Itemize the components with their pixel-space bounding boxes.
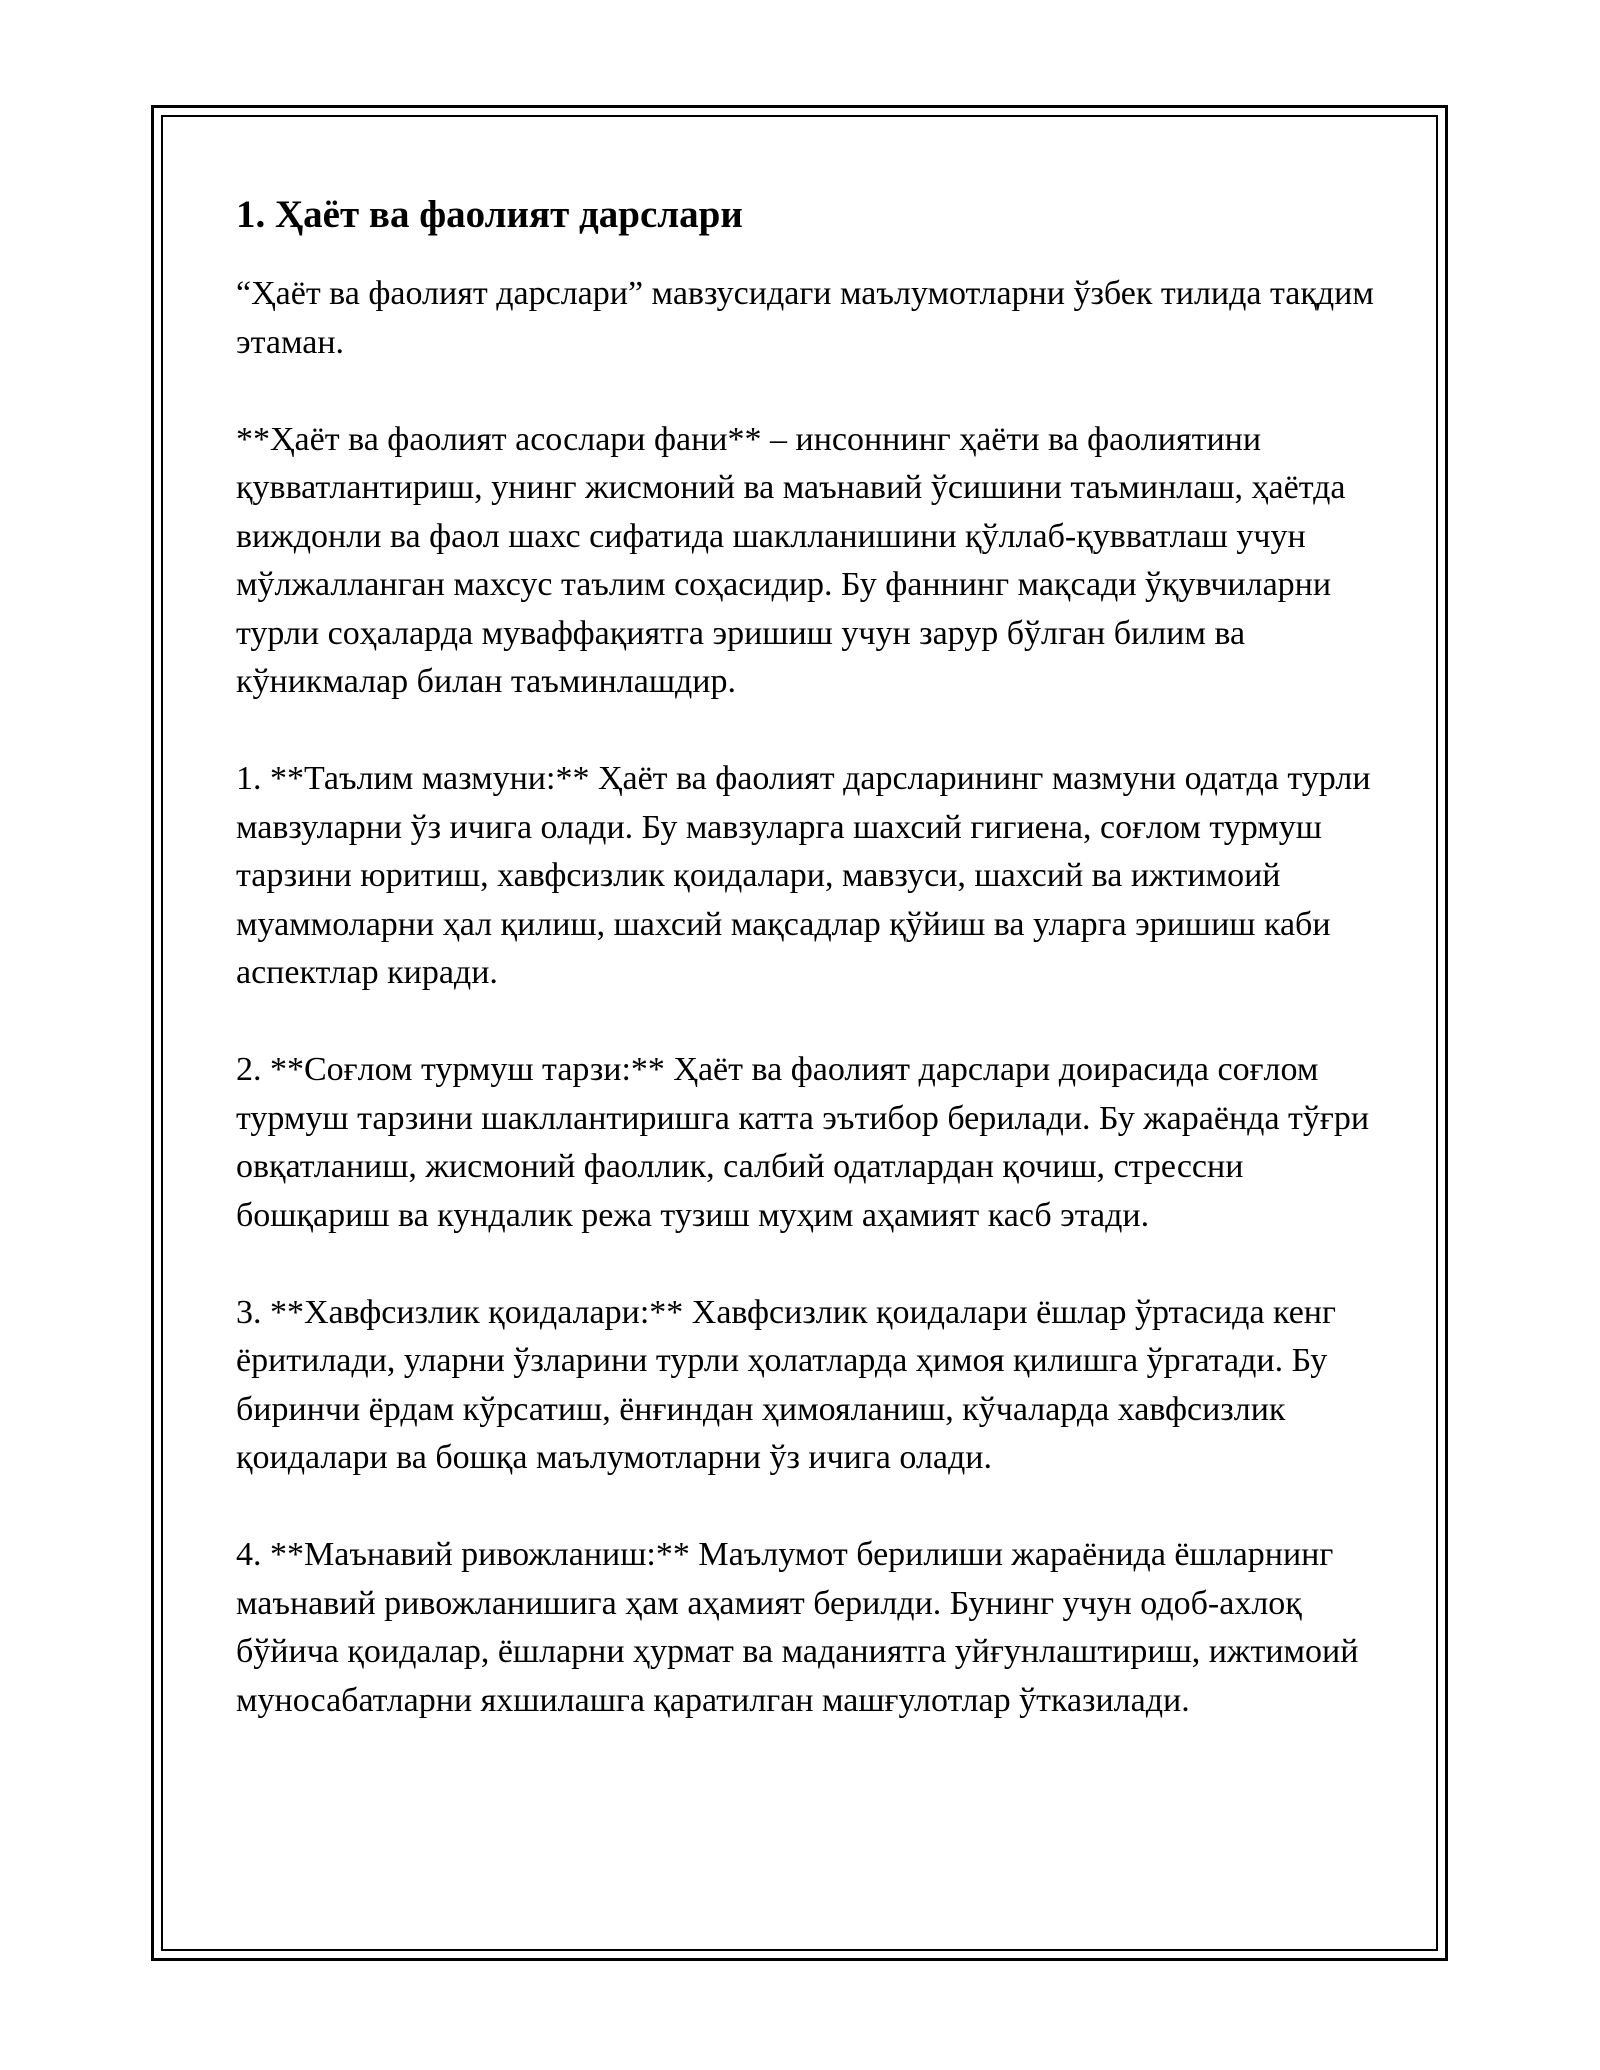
list-item-safety-rules: 3. **Хавфсизлик қоидалари:** Хавфсизлик қоидалари ёшлар ўртасида кенг ёритилади, уларни ўзларини турли ҳолатларда ҳимоя қилишга ўргатади. Бу биринчи ёрдам кўрсатиш, ёнғиндан ҳимояланиш, кўчаларда хавфсизлик қоидалари ва бошқа маълумотларни ўз ичига олади. [236,1293,1336,1476]
list-item-healthy-lifestyle: 2. **Соғлом турмуш тарзи:** Ҳаёт ва фаолият дарслари доирасида соғлом турмуш тарзини шакллантиришга катта эътибор берилади. Бу жараёнда тўғри овқатланиш, жисмоний фаоллик, салбий одатлардан қочиш, стрессни бошқариш ва кундалик режа тузиш муҳим аҳамият касб этади. [236,1051,1370,1234]
intro-paragraph: “Ҳаёт ва фаолият дарслари” мавзусидаги маълумотларни ўзбек тилида тақдим этаман. [236,275,1374,361]
definition-paragraph: **Ҳаёт ва фаолият асослари фани** – инсоннинг ҳаёти ва фаолиятини қувватлантириш, унинг жисмоний ва маънавий ўсишини таъминлаш, ҳаётда виждонли ва фаол шахс сифатида шаклланишини қўллаб-қувватлаш учун мўлжалланган махсус таълим соҳасидир. Бу фаннинг мақсади ўқувчиларни турли соҳаларда муваффақиятга эришиш учун зарур бўлган билим ва кўникмалар билан таъминлашдир. [236,420,1346,700]
document-body [236,190,1376,1774]
list-item-education-content: 1. **Таълим мазмуни:** Ҳаёт ва фаолият дарсларининг мазмуни одатда турли мавзуларни ўз ичига олади. Бу мавзуларга шахсий гигиена, соғлом турмуш тарзини юритиш, хавфсизлик қоидалари, мавзуси, шахсий ва ижтимоий муаммоларни ҳал қилиш, шахсий мақсадлар қўйиш ва уларга эришиш каби аспектлар киради. [236,760,1371,991]
document-title: 1. Ҳаёт ва фаолият дарслари [236,193,743,236]
list-item-spiritual-development: 4. **Маънавий ривожланиш:** Маълумот берилиши жараёнида ёшларнинг маънавий ривожланишига ҳам аҳамият берилди. Бунинг учун одоб-ахлоқ бўйича қоидалар, ёшларни ҳурмат ва маданиятга уйғунлаштириш, ижтимоий муносабатларни яхшилашга қаратилган машғулотлар ўтказилади. [236,1536,1359,1719]
